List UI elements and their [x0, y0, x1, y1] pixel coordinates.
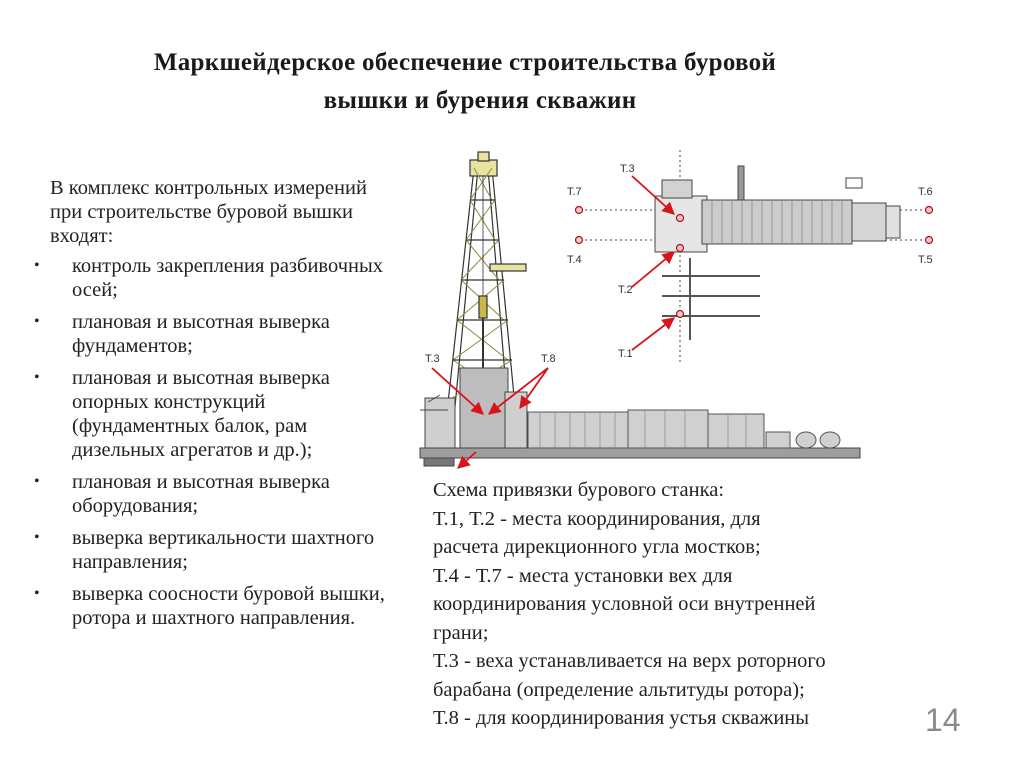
label-t5: Т.5: [918, 254, 933, 266]
page-number: 14: [925, 702, 961, 738]
list-item-text: контроль закрепления разбивочных осей;: [72, 255, 383, 301]
list-item-text: выверка соосности буровой вышки, ротора и шахтного направления.: [72, 583, 385, 629]
label-t8: Т.8: [541, 353, 556, 365]
drilling-rig-diagram: [410, 150, 950, 470]
equipment-modules: [528, 410, 840, 448]
list-item: [28, 470, 398, 518]
label-t3-side: Т.3: [425, 353, 440, 365]
title-line-2: вышки и бурения скважин: [323, 87, 637, 114]
bullet-icon: •: [34, 473, 40, 490]
caption-line: Т.1, Т.2 - места координирования, для: [433, 507, 761, 530]
bullet-icon: •: [34, 257, 40, 274]
caption-line: координирования условной оси внутренней: [433, 593, 816, 615]
label-t1: Т.1: [618, 348, 633, 360]
label-t4: Т.4: [567, 254, 582, 266]
caption-line: Т.8 - для координирования устья скважины: [433, 707, 810, 729]
label-t3-plan: Т.3: [620, 163, 635, 175]
label-t2: Т.2: [618, 284, 633, 296]
caption-line: расчета дирекционного угла мостков;: [433, 536, 761, 558]
list-item-text: плановая и высотная выверка фундаментов;: [72, 311, 330, 357]
bullet-list: [28, 254, 398, 630]
list-item: [28, 366, 398, 462]
list-item-text: выверка вертикальности шахтного направления;: [72, 527, 375, 573]
title-line-1: Маркшейдерское обеспечение строительства буровой: [153, 49, 777, 76]
bullet-icon: •: [34, 369, 40, 386]
label-t7: Т.7: [567, 186, 582, 198]
caption-line: Т.4 - Т.7 - места установки вех для: [433, 564, 733, 587]
list-item: [28, 254, 398, 302]
list-item: [28, 582, 398, 630]
list-item: [28, 526, 398, 574]
caption-line: Схема привязки бурового станка:: [433, 479, 725, 501]
intro-paragraph: В комплекс контрольных измерений при строительстве буровой вышки входят:: [50, 177, 367, 247]
caption-line: барабана (определение альтитуды ротора);: [433, 678, 805, 701]
bullet-icon: •: [34, 585, 40, 602]
list-item-text: плановая и высотная выверка опорных конструкций (фундаментных балок, рам дизельных агрегатов и др.);: [72, 367, 330, 461]
list-item: [28, 310, 398, 358]
list-item-text: плановая и высотная выверка оборудования;: [72, 471, 330, 517]
label-t6: Т.6: [918, 186, 933, 198]
left-text-block: [28, 176, 398, 638]
bullet-icon: •: [34, 529, 40, 546]
diagram-caption: [433, 476, 953, 733]
bullet-icon: •: [34, 313, 40, 330]
plan-view-scheme: [567, 150, 933, 365]
caption-line: Т.3 - веха устанавливается на верх роторного: [433, 650, 826, 672]
caption-line: грани;: [433, 621, 489, 644]
slide-title: [0, 44, 930, 120]
